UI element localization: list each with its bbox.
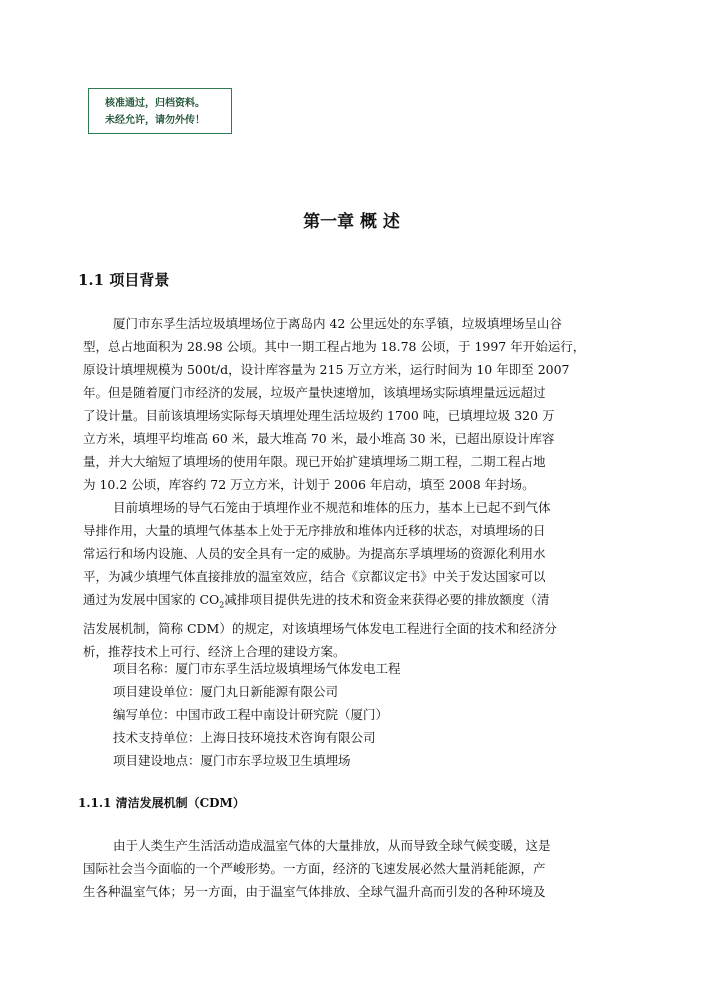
paragraph-line: 年。但是随着厦门市经济的发展，垃圾产量快速增加，该填埋场实际填埋量远远超过 bbox=[83, 385, 546, 400]
paragraph-background bbox=[83, 312, 628, 496]
paragraph-line: 目前填埋场的导气石笼由于填埋作业不规范和堆体的压力，基本上已起不到气体 bbox=[113, 500, 551, 515]
paragraph-gas-collection bbox=[83, 496, 628, 663]
co2-text-after: 减排项目提供先进的技术和资金来获得必要的排放额度（清 bbox=[224, 592, 550, 607]
project-name: 项目名称：厦门市东孚生活垃圾填埋场气体发电工程 bbox=[113, 661, 401, 676]
paragraph-line: 析，推荐技术上可行、经济上合理的建设方案。 bbox=[83, 643, 346, 659]
paragraph-line: 原设计填埋规模为 500t/d，设计库容量为 215 万立方米，运行时间为 10 年即至 2007 bbox=[83, 362, 570, 377]
project-location: 项目建设地点：厦门市东孚垃圾卫生填埋场 bbox=[113, 753, 351, 768]
paragraph-line: 型，总占地面积为 28.98 公顷。其中一期工程占地为 18.78 公顷，于 1997 年开始运行， bbox=[83, 339, 586, 354]
project-tech-support: 技术支持单位：上海日技环境技术咨询有限公司 bbox=[113, 730, 376, 745]
paragraph-line: 平，为减少填埋气体直接排放的温室效应，结合《京都议定书》中关于发达国家可以 bbox=[83, 569, 546, 584]
project-info-list bbox=[113, 657, 401, 772]
confidential-stamp bbox=[88, 88, 232, 134]
co2-text-before: 通过为发展中国家的 CO bbox=[83, 592, 220, 607]
paragraph-line: 量，并大大缩短了填埋场的使用年限。现已开始扩建填埋场二期工程，二期工程占地 bbox=[83, 454, 546, 469]
stamp-line-1: 核准通过，归档资料。 bbox=[105, 98, 205, 109]
paragraph-line: 国际社会当今面临的一个严峻形势。一方面，经济的飞速发展必然大量消耗能源，产 bbox=[83, 861, 546, 876]
chapter-title: 第一章 概 述 bbox=[303, 212, 400, 232]
co2-subscript: 2 bbox=[219, 600, 225, 610]
paragraph-line: 厦门市东孚生活垃圾填埋场位于离岛内 42 公里远处的东孚镇，垃圾填埋场呈山谷 bbox=[113, 316, 562, 331]
paragraph-line: 了设计量。目前该填埋场实际每天填埋处理生活垃圾约 1700 吨，已填埋垃圾 320 万 bbox=[83, 408, 555, 423]
paragraph-line: 常运行和场内设施、人员的安全具有一定的威胁。为提高东孚填埋场的资源化利用水 bbox=[83, 546, 546, 561]
paragraph-line: 由于人类生产生活活动造成温室气体的大量排放，从而导致全球气候变暖，这是 bbox=[113, 838, 551, 853]
section-heading: 1.1 项目背景 bbox=[78, 271, 170, 289]
paragraph-line: 导排作用，大量的填埋气体基本上处于无序排放和堆体内迁移的状态，对填埋场的日 bbox=[83, 523, 546, 538]
paragraph-line: 立方米，填埋平均堆高 60 米，最大堆高 70 米，最小堆高 30 米，已超出原设计库容 bbox=[83, 431, 555, 446]
stamp-line-2: 未经允许，请勿外传！ bbox=[105, 115, 205, 126]
paragraph-line: 为 10.2 公顷，库容约 72 万立方米，计划于 2006 年启动，填至 2008 年封场。 bbox=[83, 477, 535, 492]
paragraph-cdm bbox=[83, 834, 628, 903]
paragraph-line: 生各种温室气体；另一方面，由于温室气体排放、全球气温升高而引发的各种环境及 bbox=[83, 884, 546, 899]
subsection-heading: 1.1.1 清洁发展机制（CDM） bbox=[78, 796, 245, 810]
paragraph-line-co2 bbox=[83, 588, 628, 617]
project-owner: 项目建设单位：厦门丸日新能源有限公司 bbox=[113, 684, 339, 699]
project-author: 编写单位：中国市政工程中南设计研究院（厦门） bbox=[113, 707, 389, 722]
paragraph-line: 洁发展机制，简称 CDM）的规定，对该填埋场气体发电工程进行全面的技术和经济分 bbox=[83, 620, 557, 636]
